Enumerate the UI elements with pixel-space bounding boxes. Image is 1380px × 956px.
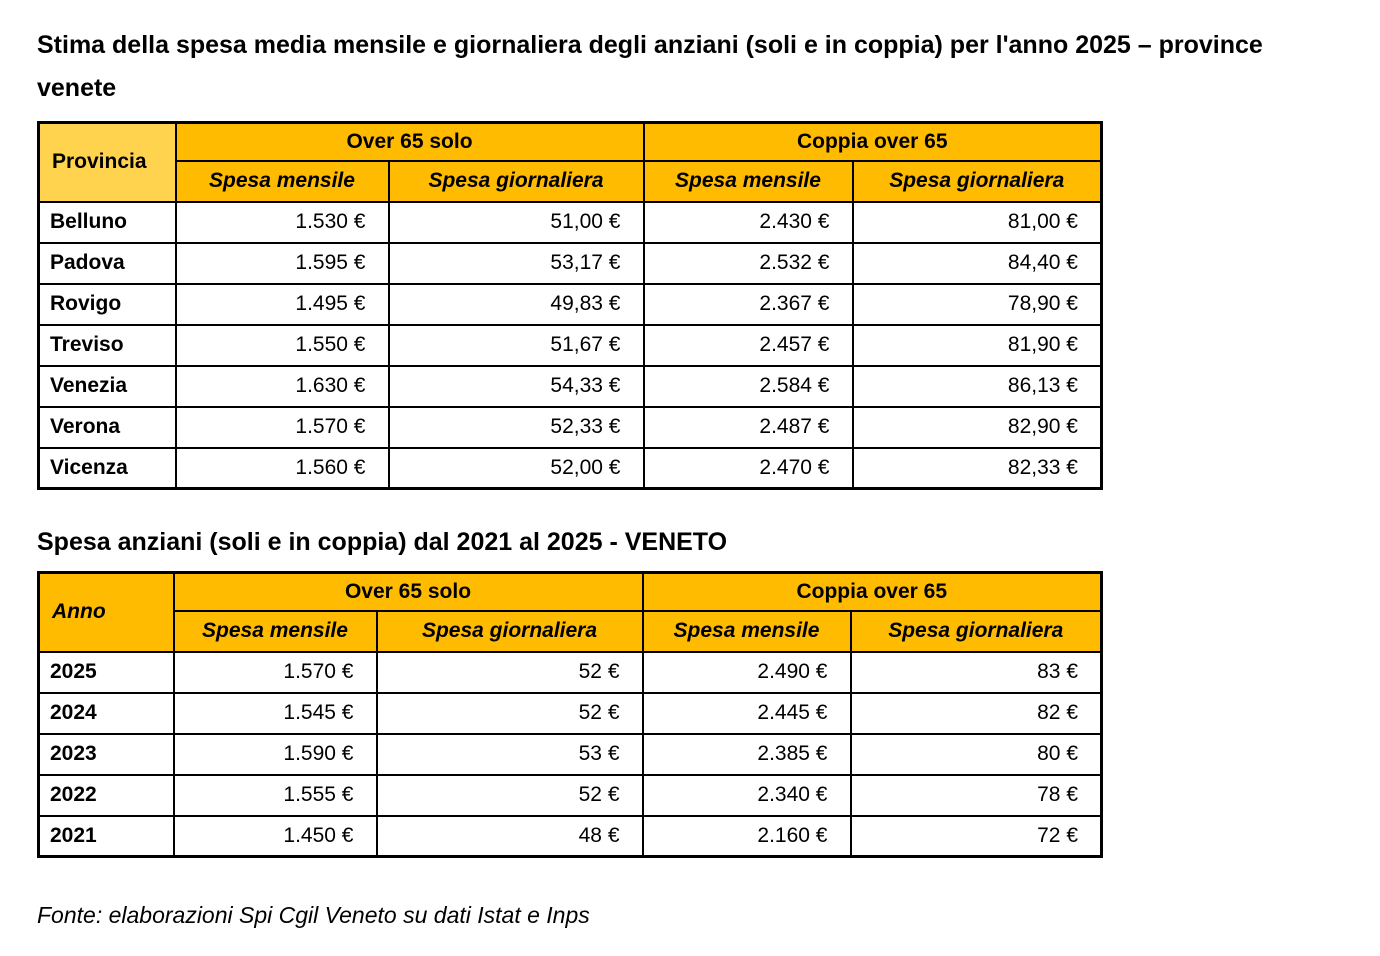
sub-header-row xyxy=(39,161,1102,202)
table-row xyxy=(39,202,1102,243)
source-note: Fonte: elaborazioni Spi Cgil Veneto su dati Istat e Inps xyxy=(37,902,590,928)
value-cell: 81,90 € xyxy=(853,325,1102,366)
corner-header-anno: Anno xyxy=(39,573,174,652)
sub-header-spesa-mensile: Spesa mensile xyxy=(174,611,377,652)
table-row xyxy=(39,243,1102,284)
sub-header-spesa-mensile: Spesa mensile xyxy=(644,161,853,202)
value-cell: 53 € xyxy=(377,734,643,775)
table-row xyxy=(39,407,1102,448)
value-cell: 1.555 € xyxy=(174,775,377,816)
province-table-header xyxy=(39,123,1102,202)
value-cell: 2.584 € xyxy=(644,366,853,407)
sub-header-spesa-giornaliera: Spesa giornaliera xyxy=(853,161,1102,202)
row-label: Rovigo xyxy=(39,284,176,325)
value-cell: 2.487 € xyxy=(644,407,853,448)
value-cell: 2.457 € xyxy=(644,325,853,366)
value-cell: 52,33 € xyxy=(389,407,644,448)
value-cell: 52 € xyxy=(377,693,643,734)
group-header-coppia-over65: Coppia over 65 xyxy=(644,123,1102,161)
table-row xyxy=(39,775,1102,816)
value-cell: 86,13 € xyxy=(853,366,1102,407)
group-header-over65-solo: Over 65 solo xyxy=(176,123,644,161)
table-row xyxy=(39,734,1102,775)
value-cell: 78,90 € xyxy=(853,284,1102,325)
table-row xyxy=(39,448,1102,489)
value-cell: 2.340 € xyxy=(643,775,851,816)
value-cell: 52 € xyxy=(377,775,643,816)
value-cell: 81,00 € xyxy=(853,202,1102,243)
value-cell: 2.470 € xyxy=(644,448,853,489)
value-cell: 52 € xyxy=(377,652,643,693)
value-cell: 82 € xyxy=(851,693,1102,734)
value-cell: 2.385 € xyxy=(643,734,851,775)
value-cell: 1.560 € xyxy=(176,448,389,489)
value-cell: 78 € xyxy=(851,775,1102,816)
group-header-over65-solo: Over 65 solo xyxy=(174,573,643,611)
value-cell: 1.630 € xyxy=(176,366,389,407)
sub-header-spesa-mensile: Spesa mensile xyxy=(643,611,851,652)
value-cell: 53,17 € xyxy=(389,243,644,284)
value-cell: 2.160 € xyxy=(643,816,851,857)
value-cell: 51,00 € xyxy=(389,202,644,243)
table-row xyxy=(39,816,1102,857)
table-row xyxy=(39,693,1102,734)
value-cell: 48 € xyxy=(377,816,643,857)
value-cell: 2.367 € xyxy=(644,284,853,325)
row-label: 2022 xyxy=(39,775,174,816)
table-row xyxy=(39,284,1102,325)
value-cell: 2.490 € xyxy=(643,652,851,693)
row-label: 2021 xyxy=(39,816,174,857)
row-label: Padova xyxy=(39,243,176,284)
value-cell: 82,33 € xyxy=(853,448,1102,489)
table-row xyxy=(39,652,1102,693)
row-label: 2024 xyxy=(39,693,174,734)
row-label: Belluno xyxy=(39,202,176,243)
value-cell: 2.445 € xyxy=(643,693,851,734)
value-cell: 1.450 € xyxy=(174,816,377,857)
row-label: 2025 xyxy=(39,652,174,693)
sub-header-spesa-giornaliera: Spesa giornaliera xyxy=(377,611,643,652)
province-table-body xyxy=(39,202,1102,489)
section-title-veneto: Spesa anziani (soli e in coppia) dal 2021 al 2025 - VENETO xyxy=(37,528,728,556)
page-title: Stima della spesa media mensile e giornaliera degli anziani (soli e in coppia) per l'anno 2025 – province venete xyxy=(37,31,1263,102)
value-cell: 80 € xyxy=(851,734,1102,775)
value-cell: 83 € xyxy=(851,652,1102,693)
province-table xyxy=(37,121,1103,490)
value-cell: 1.550 € xyxy=(176,325,389,366)
value-cell: 52,00 € xyxy=(389,448,644,489)
value-cell: 1.530 € xyxy=(176,202,389,243)
value-cell: 82,90 € xyxy=(853,407,1102,448)
year-table-header xyxy=(39,573,1102,652)
value-cell: 84,40 € xyxy=(853,243,1102,284)
value-cell: 2.532 € xyxy=(644,243,853,284)
table-row xyxy=(39,325,1102,366)
value-cell: 1.570 € xyxy=(174,652,377,693)
value-cell: 72 € xyxy=(851,816,1102,857)
group-header-coppia-over65: Coppia over 65 xyxy=(643,573,1102,611)
group-header-row xyxy=(39,123,1102,161)
group-header-row xyxy=(39,573,1102,611)
sub-header-spesa-mensile: Spesa mensile xyxy=(176,161,389,202)
value-cell: 1.495 € xyxy=(176,284,389,325)
year-table-body xyxy=(39,652,1102,857)
value-cell: 1.590 € xyxy=(174,734,377,775)
corner-header-provincia: Provincia xyxy=(39,123,176,202)
row-label: 2023 xyxy=(39,734,174,775)
sub-header-spesa-giornaliera: Spesa giornaliera xyxy=(851,611,1102,652)
value-cell: 2.430 € xyxy=(644,202,853,243)
table-row xyxy=(39,366,1102,407)
row-label: Venezia xyxy=(39,366,176,407)
sub-header-row xyxy=(39,611,1102,652)
row-label: Verona xyxy=(39,407,176,448)
value-cell: 49,83 € xyxy=(389,284,644,325)
sub-header-spesa-giornaliera: Spesa giornaliera xyxy=(389,161,644,202)
value-cell: 1.570 € xyxy=(176,407,389,448)
year-table xyxy=(37,571,1103,858)
value-cell: 1.595 € xyxy=(176,243,389,284)
value-cell: 1.545 € xyxy=(174,693,377,734)
value-cell: 54,33 € xyxy=(389,366,644,407)
row-label: Vicenza xyxy=(39,448,176,489)
value-cell: 51,67 € xyxy=(389,325,644,366)
row-label: Treviso xyxy=(39,325,176,366)
